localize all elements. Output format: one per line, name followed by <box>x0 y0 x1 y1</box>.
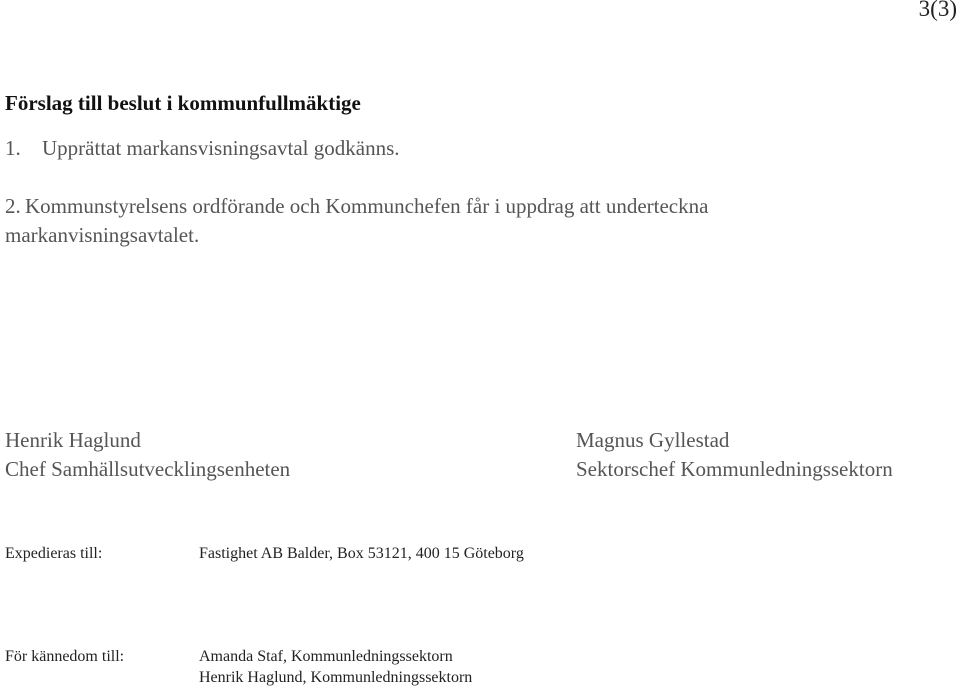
signatory-name: Henrik Haglund <box>5 428 141 452</box>
proposal-heading: Förslag till beslut i kommunfullmäktige <box>5 91 361 115</box>
sent-to-value: Fastighet AB Balder, Box 53121, 400 15 Göteborg <box>199 545 524 562</box>
item-number: 2. <box>5 194 21 218</box>
proposal-item-1 <box>5 134 400 163</box>
for-info-recipient: Amanda Staf, Kommunledningssektorn <box>199 648 453 665</box>
signature-left <box>5 426 290 484</box>
proposal-item-2 <box>5 192 708 250</box>
signatory-name: Magnus Gyllestad <box>576 428 730 452</box>
for-info-list <box>199 646 472 688</box>
item-text: Upprättat markansvisningsavtal godkänns. <box>42 136 400 160</box>
item-text-line2: markanvisningsavtalet. <box>5 223 200 247</box>
for-info-recipient: Henrik Haglund, Kommunledningssektorn <box>199 669 473 686</box>
sent-to-label: Expedieras till: <box>5 545 103 562</box>
for-info-label: För kännedom till: <box>5 648 125 665</box>
signature-right <box>576 426 893 484</box>
item-number: 1. <box>5 136 21 160</box>
signatory-title: Chef Samhällsutvecklingsenheten <box>5 457 291 481</box>
item-text-line1: Kommunstyrelsens ordförande och Kommunchefen får i uppdrag att underteckna <box>25 194 709 218</box>
page-number: 3(3) <box>918 0 957 21</box>
signatory-title: Sektorschef Kommunledningssektorn <box>576 457 893 481</box>
